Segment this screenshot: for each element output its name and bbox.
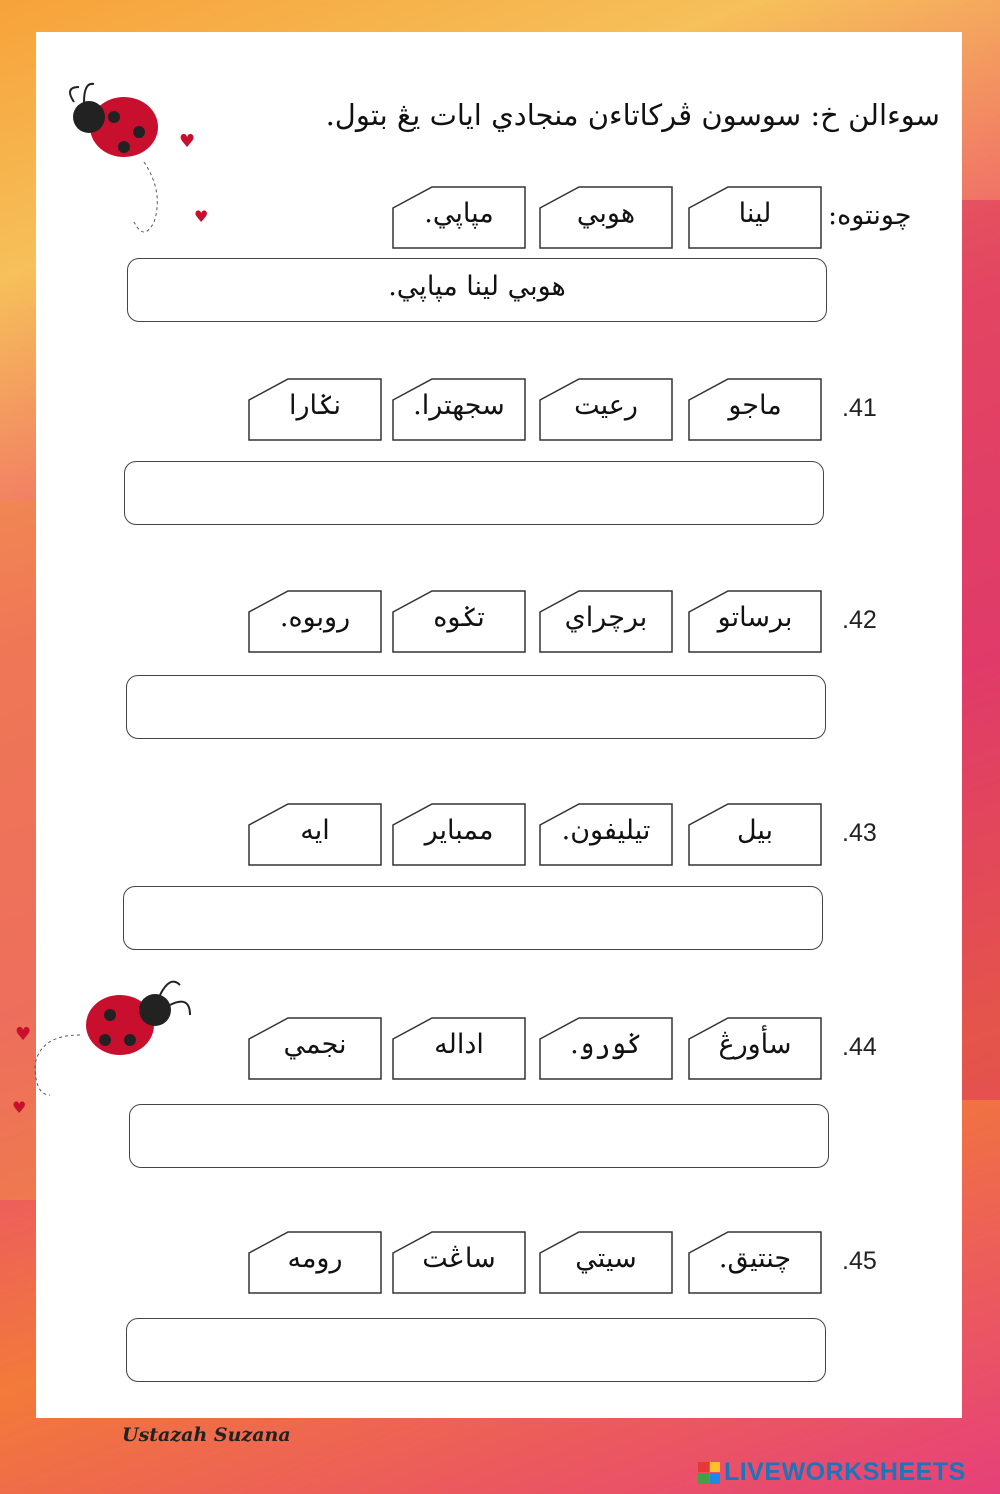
answer-input-box[interactable]: [126, 675, 826, 739]
example-word-card[interactable]: [688, 186, 822, 249]
word-card[interactable]: [539, 1017, 673, 1080]
logo-icon: [698, 1462, 720, 1484]
word-card[interactable]: [392, 803, 526, 866]
word-card[interactable]: [392, 1231, 526, 1294]
question-number: .45: [842, 1247, 877, 1275]
word-text: برساتو: [717, 602, 793, 633]
word-text: سأورڠ: [718, 1029, 792, 1060]
word-card[interactable]: [392, 1017, 526, 1080]
word-card[interactable]: [248, 803, 382, 866]
word-card[interactable]: [392, 378, 526, 441]
word-text: هوبي: [576, 198, 636, 229]
word-text: لينا: [738, 198, 772, 229]
liveworksheets-logo[interactable]: [698, 1458, 966, 1487]
brand-name: LIVEWORKSHEETS: [724, 1458, 966, 1486]
word-text: رعيت: [574, 390, 638, 421]
word-card[interactable]: [539, 378, 673, 441]
answer-input-box[interactable]: [126, 1318, 826, 1382]
word-card[interactable]: [248, 1017, 382, 1080]
word-text: نجمي: [283, 1029, 347, 1060]
word-text: ممباير: [424, 815, 494, 846]
answer-input-box[interactable]: [124, 461, 824, 525]
question-number: .44: [842, 1033, 877, 1061]
word-card[interactable]: [688, 1231, 822, 1294]
question-number: .42: [842, 606, 877, 634]
word-card[interactable]: [688, 1017, 822, 1080]
word-card[interactable]: [248, 1231, 382, 1294]
author-signature: Ustazah Suzana: [122, 1424, 291, 1446]
word-card[interactable]: [539, 590, 673, 653]
question-title: سوءالن خ: سوسون ڤركاتاءن منجادي ايات يڠ بتول.: [325, 98, 940, 132]
svg-text:♥: ♥: [15, 1024, 32, 1045]
word-text: سيتي: [575, 1243, 637, 1274]
word-text: روبوه.: [279, 602, 351, 633]
word-text: ماجو: [728, 390, 782, 421]
word-text: بيل: [736, 815, 774, 846]
word-card[interactable]: [539, 803, 673, 866]
word-card[interactable]: [539, 1231, 673, 1294]
example-word-card[interactable]: [539, 186, 673, 249]
word-text: چنتيق.: [718, 1243, 792, 1274]
word-text: اداله: [434, 1029, 484, 1060]
word-text: ساڠت: [422, 1243, 496, 1274]
example-answer-box[interactable]: هوبي لينا مپاپي.: [127, 258, 827, 322]
example-word-card[interactable]: [392, 186, 526, 249]
word-text: ݢورو.: [570, 1029, 642, 1060]
word-text: تيليفون.: [561, 815, 651, 846]
word-card[interactable]: [392, 590, 526, 653]
svg-text:♥: ♥: [194, 207, 209, 226]
word-text: تݢوه: [433, 602, 485, 633]
word-text: مپاپي.: [424, 198, 494, 229]
word-card[interactable]: [688, 803, 822, 866]
ladybug-icon: [44, 72, 214, 242]
word-text: برچراي: [564, 602, 648, 633]
word-card[interactable]: [688, 590, 822, 653]
word-card[interactable]: [248, 590, 382, 653]
svg-text:♥: ♥: [179, 131, 196, 152]
answer-input-box[interactable]: [129, 1104, 829, 1168]
word-text: سجهترا.: [413, 390, 505, 421]
answer-input-box[interactable]: [123, 886, 823, 950]
question-number: .43: [842, 819, 877, 847]
word-text: رومه: [287, 1243, 343, 1274]
word-card[interactable]: [688, 378, 822, 441]
example-label: چونتوه:: [828, 200, 912, 231]
word-text: ايه: [300, 815, 330, 846]
word-card[interactable]: [248, 378, 382, 441]
question-number: .41: [842, 394, 877, 422]
svg-text:♥: ♥: [12, 1098, 27, 1117]
word-text: نݢارا: [288, 390, 342, 421]
